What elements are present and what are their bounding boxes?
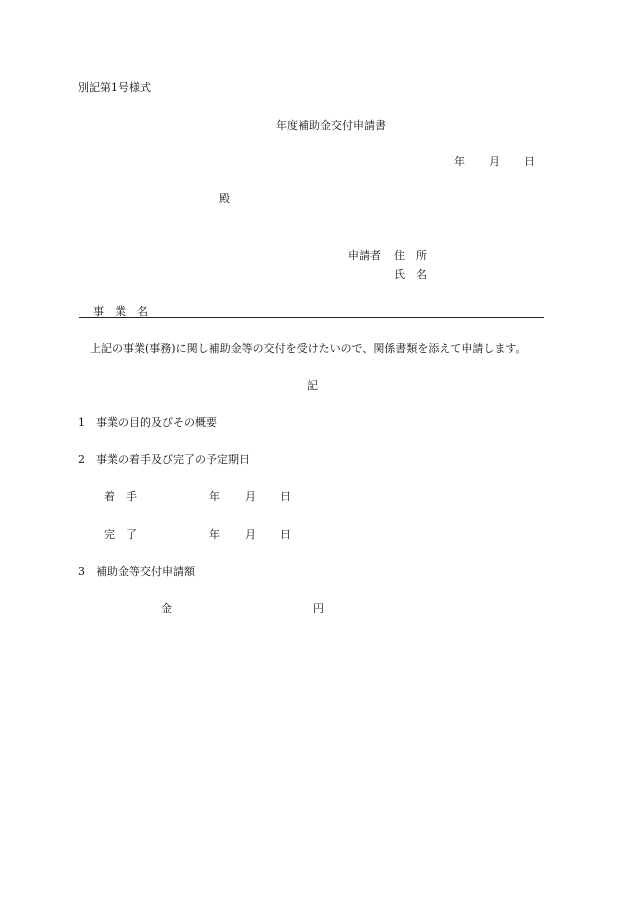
schedule-start-label: 着 手 xyxy=(104,490,137,503)
body-text: 上記の事業(事務)に関し補助金等の交付を受けたいので、関係書類を添えて申請します。 xyxy=(90,342,527,355)
schedule-finish-month: 月 xyxy=(245,528,256,541)
business-name-label: 事 業 名 xyxy=(93,305,148,318)
schedule-start-month: 月 xyxy=(245,490,256,503)
applicant-name-label: 氏 名 xyxy=(394,268,427,281)
amount-prefix: 金 xyxy=(161,602,172,615)
schedule-finish-label: 完 了 xyxy=(104,528,137,541)
schedule-start-year: 年 xyxy=(209,490,220,503)
item-2-number: 2 xyxy=(78,453,85,466)
applicant-address-label: 住 所 xyxy=(394,249,427,262)
amount-suffix: 円 xyxy=(313,602,324,615)
form-title: 年度補助金交付申請書 xyxy=(276,119,386,132)
form-number: 別記第1号様式 xyxy=(78,81,151,94)
item-1-number: 1 xyxy=(78,416,85,429)
schedule-finish-year: 年 xyxy=(209,528,220,541)
addressee-suffix: 殿 xyxy=(219,192,230,205)
date-year: 年 xyxy=(454,155,465,168)
date-day: 日 xyxy=(524,155,535,168)
schedule-start-day: 日 xyxy=(280,490,291,503)
item-2-text: 事業の着手及び完了の予定期日 xyxy=(96,453,250,466)
business-name-underline xyxy=(79,317,544,318)
date-month: 月 xyxy=(489,155,500,168)
item-3-text: 補助金等交付申請額 xyxy=(96,565,195,578)
ki-heading: 記 xyxy=(307,379,318,392)
applicant-label: 申請者 xyxy=(348,249,381,262)
schedule-finish-day: 日 xyxy=(280,528,291,541)
item-3-number: 3 xyxy=(78,565,85,578)
item-1-text: 事業の目的及びその概要 xyxy=(96,416,217,429)
